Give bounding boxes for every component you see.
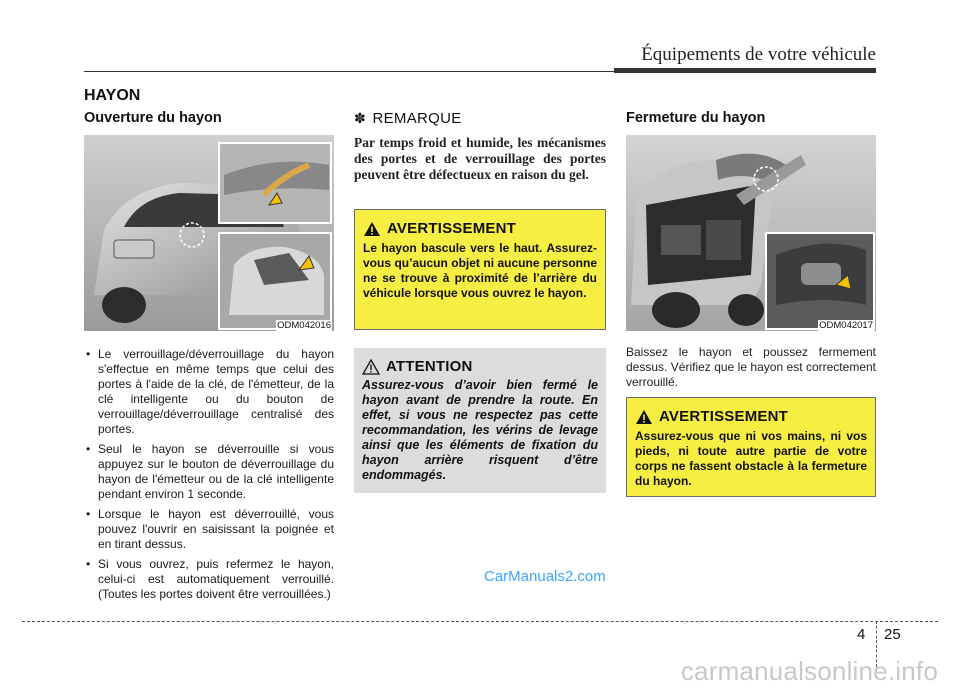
list-item: • Si vous ouvrez, puis refermez le hayon, celui-ci est automatiquement verrouillé. (Toutes les portes doivent être verrouillées.) bbox=[84, 557, 334, 602]
warning-triangle-icon bbox=[363, 221, 381, 237]
header-rule bbox=[84, 71, 614, 72]
warning-box-opening bbox=[354, 209, 606, 330]
remark-text: Par temps froid et humide, les mécanismes des portes et de verrouillage des portes peuvent être défectueux en raison du gel. bbox=[354, 135, 606, 182]
warning-box-closing bbox=[626, 397, 876, 497]
warning-header bbox=[635, 408, 867, 425]
list-item: • Lorsque le hayon est déverrouillé, vous pouvez l'ouvrir en saisissant la poignée et en tirant dessus. bbox=[84, 507, 334, 552]
warning-text: Assurez-vous que ni vos mains, ni vos pieds, ni toute autre partie de votre corps ne fassent obstacle à la fermeture du hayon. bbox=[635, 429, 867, 488]
attention-box bbox=[354, 348, 606, 493]
closing-heading: Fermeture du hayon bbox=[626, 110, 766, 126]
site-watermark: carmanualsonline.info bbox=[680, 656, 938, 686]
left-column bbox=[84, 110, 334, 607]
remark-title-text: REMARQUE bbox=[372, 110, 462, 127]
footer-rule bbox=[22, 621, 938, 622]
opening-bullets bbox=[84, 347, 334, 602]
warning-title: AVERTISSEMENT bbox=[659, 408, 789, 425]
caution-triangle-icon bbox=[362, 359, 380, 375]
middle-column bbox=[354, 110, 606, 183]
closing-text: Baissez le hayon et poussez fermement dessus. Vérifiez que le hayon est correctement verrouillé. bbox=[626, 345, 876, 389]
list-item: • Le verrouillage/déverrouillage du hayon s'effectue en même temps que celui des portes à l'aide de la clé, de l'émetteur, de la clé intelligente ou du bouton de verrouillage/déverrouillage centralisé des portes. bbox=[84, 347, 334, 437]
opening-heading: Ouverture du hayon bbox=[84, 110, 222, 126]
watermark-link[interactable]: CarManuals2.com bbox=[484, 568, 606, 585]
right-column bbox=[626, 110, 876, 390]
attention-text: Assurez-vous d’avoir bien fermé le hayon avant de prendre la route. En effet, si vous ne respectez pas cette recommandation, les vérins de levage ainsi que les éléments de fixation du hayon arrière risquent d’être endommagés. bbox=[362, 378, 598, 482]
warning-text: Le hayon bascule vers le haut. Assurez-vous qu’aucun objet ni aucune personne ne se trouve à proximité de l’arrière du véhicule lorsque vous ouvrez le hayon. bbox=[363, 241, 597, 300]
photo-code: ODM042016 bbox=[277, 320, 331, 331]
remark-title bbox=[354, 110, 606, 127]
header-rule-accent bbox=[614, 68, 876, 73]
car-rear-illustration bbox=[84, 135, 334, 331]
opening-photo bbox=[84, 135, 334, 331]
open-tailgate-illustration bbox=[626, 135, 876, 331]
page-number: 25 bbox=[884, 626, 901, 643]
chapter-number: 4 bbox=[857, 626, 866, 643]
warning-triangle-icon bbox=[635, 409, 653, 425]
photo-code: ODM042017 bbox=[819, 320, 873, 331]
remark-star-icon: ✽ bbox=[354, 110, 367, 126]
attention-title: ATTENTION bbox=[386, 358, 473, 375]
attention-header bbox=[362, 358, 598, 375]
list-item: • Seul le hayon se déverrouille si vous appuyez sur le bouton de déverrouillage du hayon de l'émetteur ou de la clé intelligente pendant environ 1 seconde. bbox=[84, 442, 334, 502]
closing-photo bbox=[626, 135, 876, 331]
warning-title: AVERTISSEMENT bbox=[387, 220, 517, 237]
section-title: HAYON bbox=[84, 87, 141, 104]
warning-header bbox=[363, 220, 597, 237]
header-title: Équipements de votre véhicule bbox=[641, 44, 876, 65]
